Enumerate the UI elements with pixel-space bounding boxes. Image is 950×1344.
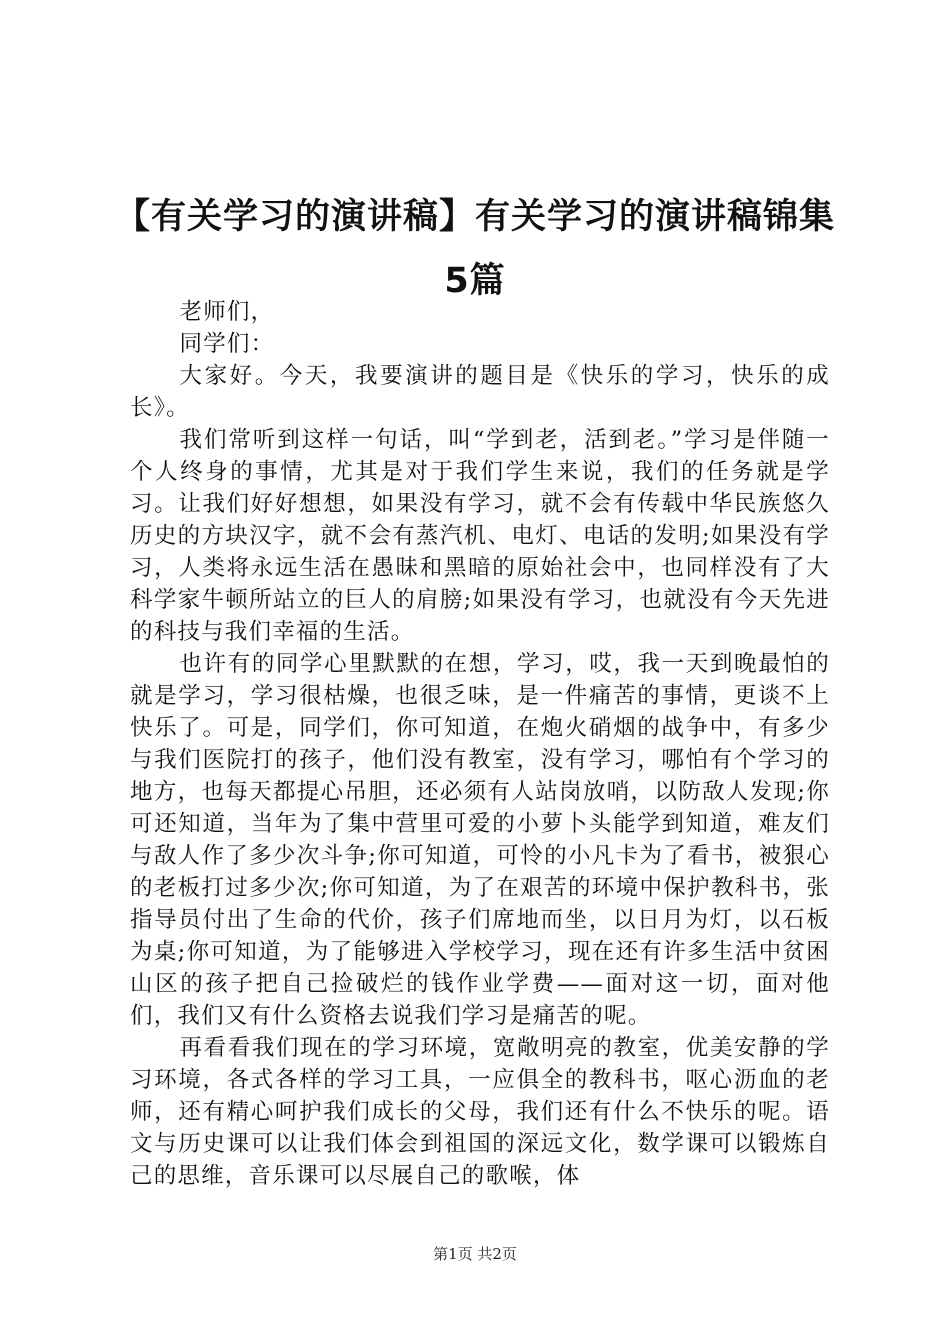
page-footer: 第1页 共2页 [433, 1245, 517, 1263]
paragraph-lifelong-learning: 我们常听到这样一句话，叫“学到老，活到老。”学习是伴随一个人终身的事情，尤其是对于我们学生来说，我们的任务就是学习。让我们好好想想，如果没有学习，就不会有传载中华民族悠久历史的方块汉字，就不会有蒸汽机、电灯、电话的发明;如果没有学习，人类将永远生活在愚昧和黑暗的原始社会中，也同样没有了大科学家牛顿所站立的巨人的肩膀;如果没有学习，也就没有今天先进的科技与我们幸福的生活。 [130, 427, 830, 645]
paragraph-intro: 大家好。今天，我要演讲的题目是《快乐的学习，快乐的成长》。 [130, 363, 830, 421]
title-line-1: 【有关学习的演讲稿】有关学习的演讲稿锦集 [114, 197, 835, 237]
paragraph-greeting-teachers: 老师们， [179, 299, 275, 325]
document-body [130, 296, 830, 1192]
paragraph-environment: 再看看我们现在的学习环境，宽敞明亮的教室，优美安静的学习环境，各式各样的学习工具，一应俱全的教科书，呕心沥血的老师，还有精心呵护我们成长的父母，我们还有什么不快乐的呢。语文与历史课可以让我们体会到祖国的深远文化，数学课可以锻炼自己的思维，音乐课可以尽展自己的歌喉，体 [130, 1035, 830, 1189]
title-line-2: 5篇 [444, 261, 506, 301]
paragraph-hardship: 也许有的同学心里默默的在想，学习，哎，我一天到晚最怕的就是学习，学习很枯燥，也很乏味，是一件痛苦的事情，更谈不上快乐了。可是，同学们，你可知道，在炮火硝烟的战争中，有多少与我们医院打的孩子，他们没有教室，没有学习，哪怕有个学习的地方，也每天都提心吊胆，还必须有人站岗放哨，以防敌人发现;你可还知道，当年为了集中营里可爱的小萝卜头能学到知道，难友们与敌人作了多少次斗争;你可知道，可怜的小凡卡为了看书，被狠心的老板打过多少次;你可知道，为了在艰苦的环境中保护教科书，张指导员付出了生命的代价，孩子们席地而坐，以日月为灯，以石板为桌;你可知道，为了能够进入学校学习，现在还有许多生活中贫困山区的孩子把自己捡破烂的钱作业学费——面对这一切，面对他们，我们又有什么资格去说我们学习是痛苦的呢。 [130, 651, 830, 1029]
paragraph-greeting-students: 同学们： [179, 331, 275, 357]
page-title [100, 185, 850, 313]
